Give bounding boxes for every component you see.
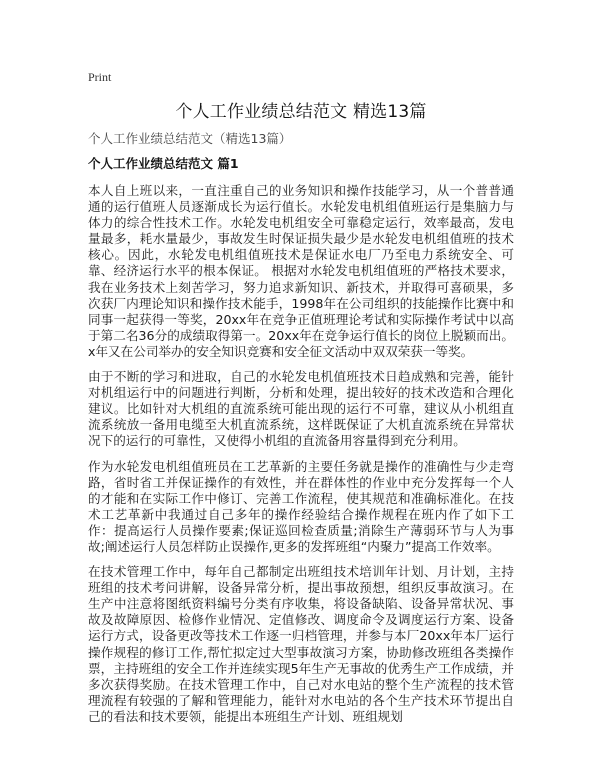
page-title: 个人工作业绩总结范文 精选13篇 (175, 102, 427, 122)
document-subtitle: 个人工作业绩总结范文（精选13篇） (88, 131, 292, 146)
document-body (88, 183, 514, 734)
print-label: Print (88, 70, 112, 84)
paragraph: 由于不断的学习和进取，自己的水轮发电机值班技术日趋成熟和完善，能针对机组运行中的问题进行判断，分析和处理，提出较好的技术改造和合理化建议。比如针对大机组的直流系统可能出现的运行不可靠，建议从小机组直流系统放一备用电缆至大机直流系统，这样既保证了大机直流系统在异常状况下的运行的可靠性，又使得小机组的直流备用容量得到充分利用。 (88, 369, 514, 449)
paragraph: 作为水轮发电机组值班员在工艺革新的主要任务就是操作的准确性与少走弯路，省时省工并保证操作的有效性，并在群体性的作业中充分发挥每一个人的才能和在实际工作中修订、完善工作流程，使其规范和准确标准化。在技术工艺革新中我通过自己多年的操作经验结合操作规程在班内作了如下工作：提高运行人员操作要素;保证巡回检查质量;消除生产薄弱环节与人为事故;阐述运行人员怎样防止误操作,更多的发挥班组“内聚力”提高工作效率。 (88, 458, 514, 554)
paragraph: 在技术管理工作中，每年自己都制定出班组技术培训年计划、月计划，主持班组的技术考问讲解，设备异常分析，提出事故预想，组织反事故演习。在生产中注意将图纸资料编号分类有序收集，将设备缺陷、设备异常状况、事故及故障原因、检修作业情况、定值修改、调度命令及调度运行方案、设备运行方式，设备更改等技术工作逐一归档管理，并参与本厂20xx年本厂运行操作规程的修订工作,帮忙拟定过大型事故演习方案，协助修改班组各类操作票，主持班组的安全工作并连续实现5年生产无事故的优秀生产工作成绩，并多次获得奖励。在技术管理工作中，自己对水电站的整个生产流程的技术管理流程有较强的了解和管理能力，能针对水电站的各个生产技术环节提出自己的看法和技术要领，能提出本班组生产计划、班组规划 (88, 564, 514, 724)
paragraph: 本人自上班以来，一直注重自己的业务知识和操作技能学习，从一个普普通通的运行值班人员逐渐成长为运行值长。水轮发电机组值班运行是集脑力与体力的综合性技术工作。水轮发电机组安全可靠稳定运行，效率最高，发电量最多，耗水量最少，事故发生时保证损失最少是水轮发电机组值班的技术核心。因此，水轮发电机组值班技术是保证水电厂乃至电力系统安全、可靠、经济运行水平的根本保证。 根据对水轮发电机组值班的严格技术要求，我在业务技术上刻苦学习，努力追求新知识、新技术，并取得可喜硕果，多次获厂内理论知识和操作技术能手，1998年在公司组织的技能操作比赛中和同事一起获得一等奖，20xx年在竞争正值班理论考试和实际操作考试中以高于第二名36分的成绩取得第一。20xx年在竞争运行值长的岗位上脱颖而出。x年又在公司举办的安全知识竞赛和安全征文活动中双双荣获一等奖。 (88, 183, 514, 359)
section-heading: 个人工作业绩总结范文 篇1 (88, 156, 239, 171)
